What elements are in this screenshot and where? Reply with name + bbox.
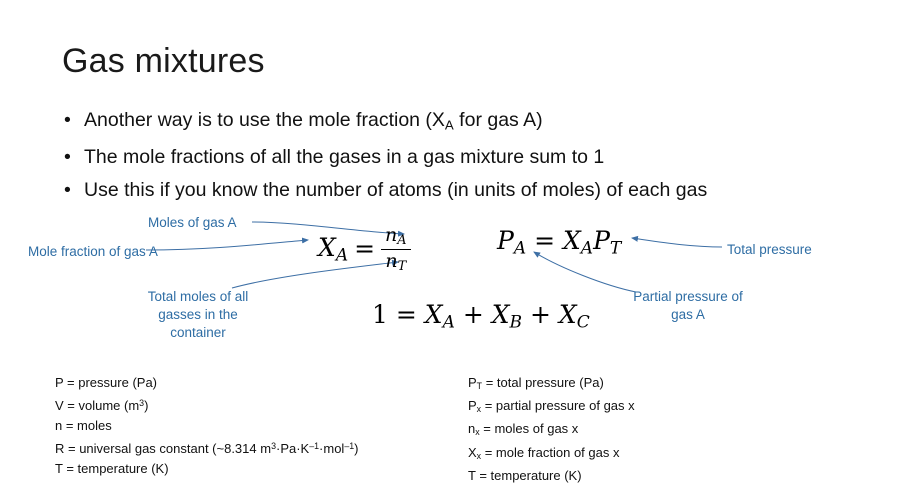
legend-item: $X_x$ = mole fraction of gas x xyxy=(468,444,620,461)
legend-item: $n_x$ = moles of gas x xyxy=(468,421,579,438)
legend-left xyxy=(55,373,359,479)
fraction xyxy=(381,225,411,274)
equation-lhs: $X_A$ xyxy=(318,232,349,265)
list-item: • Use this if you know the number of atoms (in units of moles) of each gas xyxy=(62,174,882,207)
equals-sign: = xyxy=(354,234,376,264)
legend-item: n = moles xyxy=(55,417,112,433)
legend-item: R = universal gas constant (~8.314 $m^3\cdot Pa\cdot K^{-1}\cdot mol^{-1}$) xyxy=(55,440,359,456)
fraction-numerator: $n_A$ xyxy=(385,224,407,249)
annotation-total-moles: Total moles of all gasses in the container xyxy=(147,289,249,340)
equation-mole-fraction xyxy=(318,224,411,273)
fraction-denominator: $n_T$ xyxy=(385,250,407,275)
legend-item: $P_T$ = total pressure (Pa) xyxy=(468,375,604,392)
legend-item: T = temperature (K) xyxy=(468,467,582,483)
legend-item: P = pressure (Pa) xyxy=(55,375,158,390)
annotation-total-pressure: Total pressure xyxy=(727,242,812,257)
list-item: • The mole fractions of all the gases in a gas mixture sum to 1 xyxy=(62,141,882,174)
legend-item: $P_x$ = partial pressure of gas x xyxy=(468,398,635,415)
annotation-moles-of-gas-a: Moles of gas A xyxy=(148,215,237,230)
legend-right xyxy=(468,373,635,486)
legend-item: T = temperature (K) xyxy=(55,460,169,476)
list-item: • Another way is to use the mole fraction ($X_A$ for gas A) xyxy=(62,104,882,141)
equation-partial-pressure: $P_A = X_AP_T$ xyxy=(497,226,622,259)
equation-sum-rule: $1 = X_A + X_B + X_C$ xyxy=(372,300,590,333)
legend-item: V = volume $(m^3)$ xyxy=(55,397,149,413)
page-title: Gas mixtures xyxy=(62,42,265,80)
annotation-partial-pressure: Partial pressure of gas A xyxy=(633,289,743,322)
annotation-mole-fraction-of-gas-a: Mole fraction of gas A xyxy=(28,244,158,259)
bullet-list xyxy=(62,104,882,207)
